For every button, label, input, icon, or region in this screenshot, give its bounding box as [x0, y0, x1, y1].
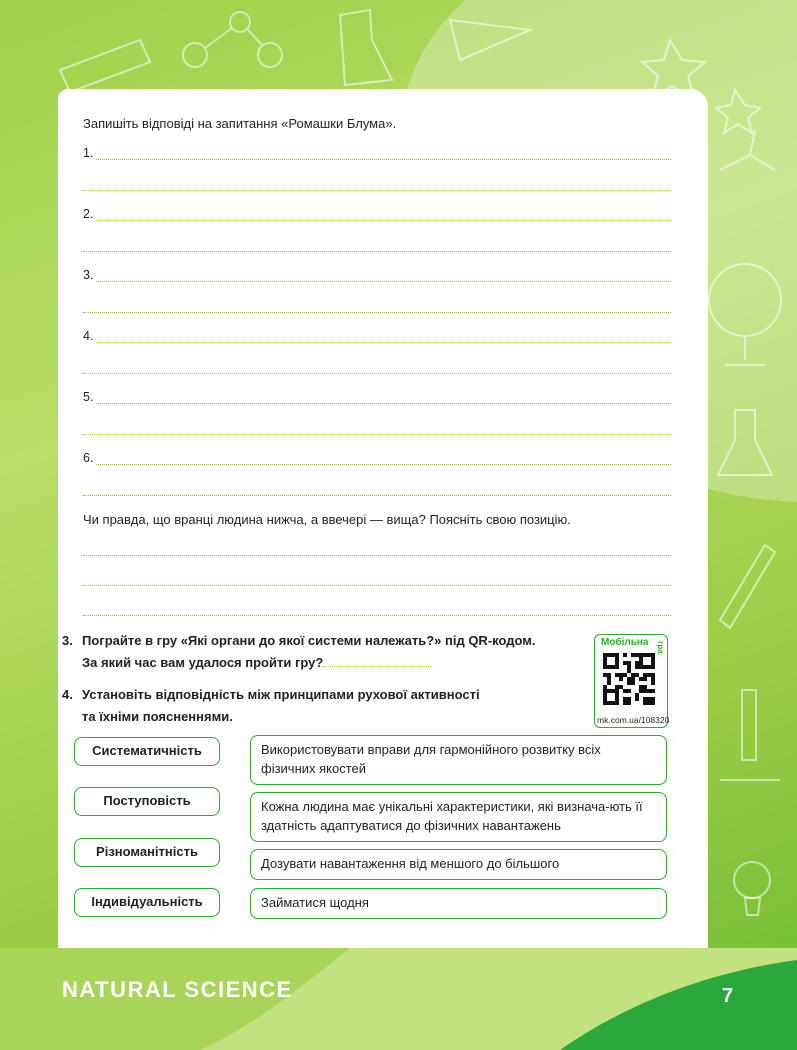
answer-line-4[interactable]	[83, 330, 671, 343]
height-question: Чи правда, що вранці людина нижча, а ввечері — вища? Поясніть свою позицію.	[83, 512, 571, 527]
qr-side-label: гра	[656, 641, 665, 654]
answer-number: 1.	[83, 146, 94, 160]
answer-number: 3.	[83, 268, 94, 282]
explanation-box-2[interactable]: Кожна людина має унікальні характеристики, які визнача-ють її здатність адаптуватися до фізичних навантажень	[250, 792, 667, 842]
qr-code-icon	[603, 653, 655, 705]
task-3-question: За який час вам удалося пройти гру?	[82, 655, 324, 670]
task-4-text-cont: та їхніми поясненнями.	[82, 709, 233, 724]
principle-box-3[interactable]: Різноманітність	[74, 838, 220, 867]
answer-line-5[interactable]	[83, 391, 671, 404]
task-4-text: Установіть відповідність між принципами рухової активності	[82, 687, 480, 702]
principle-box-1[interactable]: Систематичність	[74, 737, 220, 766]
answer-line-1-cont[interactable]	[83, 178, 671, 191]
explanation-box-3[interactable]: Дозувати навантаження від меншого до більшого	[250, 849, 667, 880]
answer-number: 6.	[83, 451, 94, 465]
answer-number: 2.	[83, 207, 94, 221]
task-3	[62, 630, 536, 674]
explanation-line-2[interactable]	[83, 573, 671, 586]
principle-box-4[interactable]: Індивідуальність	[74, 888, 220, 917]
task-number: 4.	[62, 687, 73, 702]
task-4	[62, 684, 480, 728]
answer-line-6[interactable]	[83, 452, 671, 465]
answer-line-3-cont[interactable]	[83, 300, 671, 313]
answer-line-3[interactable]	[83, 269, 671, 282]
answer-line-5-cont[interactable]	[83, 422, 671, 435]
explanation-box-1[interactable]: Використовувати вправи для гармонійного розвитку всіх фізичних якостей	[250, 735, 667, 785]
explanation-line-1[interactable]	[83, 543, 671, 556]
qr-url: mk.com.ua/108320	[597, 715, 670, 725]
mobile-game-qr[interactable]	[594, 634, 668, 728]
answer-line-2-cont[interactable]	[83, 239, 671, 252]
qr-title: Мобільна	[601, 637, 649, 648]
time-answer-blank[interactable]	[323, 656, 431, 667]
task-number: 3.	[62, 633, 73, 648]
answer-line-1[interactable]	[83, 147, 671, 160]
principle-box-2[interactable]: Поступовість	[74, 787, 220, 816]
answer-number: 4.	[83, 329, 94, 343]
bloom-prompt: Запишіть відповіді на запитання «Ромашки Блума».	[83, 116, 397, 131]
explanation-line-3[interactable]	[83, 603, 671, 616]
task-3-text: Пограйте в гру «Які органи до якої системи належать?» під QR-кодом.	[82, 633, 536, 648]
explanation-box-4[interactable]: Займатися щодня	[250, 888, 667, 919]
answer-line-2[interactable]	[83, 208, 671, 221]
answer-line-6-cont[interactable]	[83, 483, 671, 496]
page-number: 7	[722, 985, 734, 1007]
answer-line-4-cont[interactable]	[83, 361, 671, 374]
answer-number: 5.	[83, 390, 94, 404]
footer-title: NATURAL SCIENCE	[62, 977, 293, 1002]
